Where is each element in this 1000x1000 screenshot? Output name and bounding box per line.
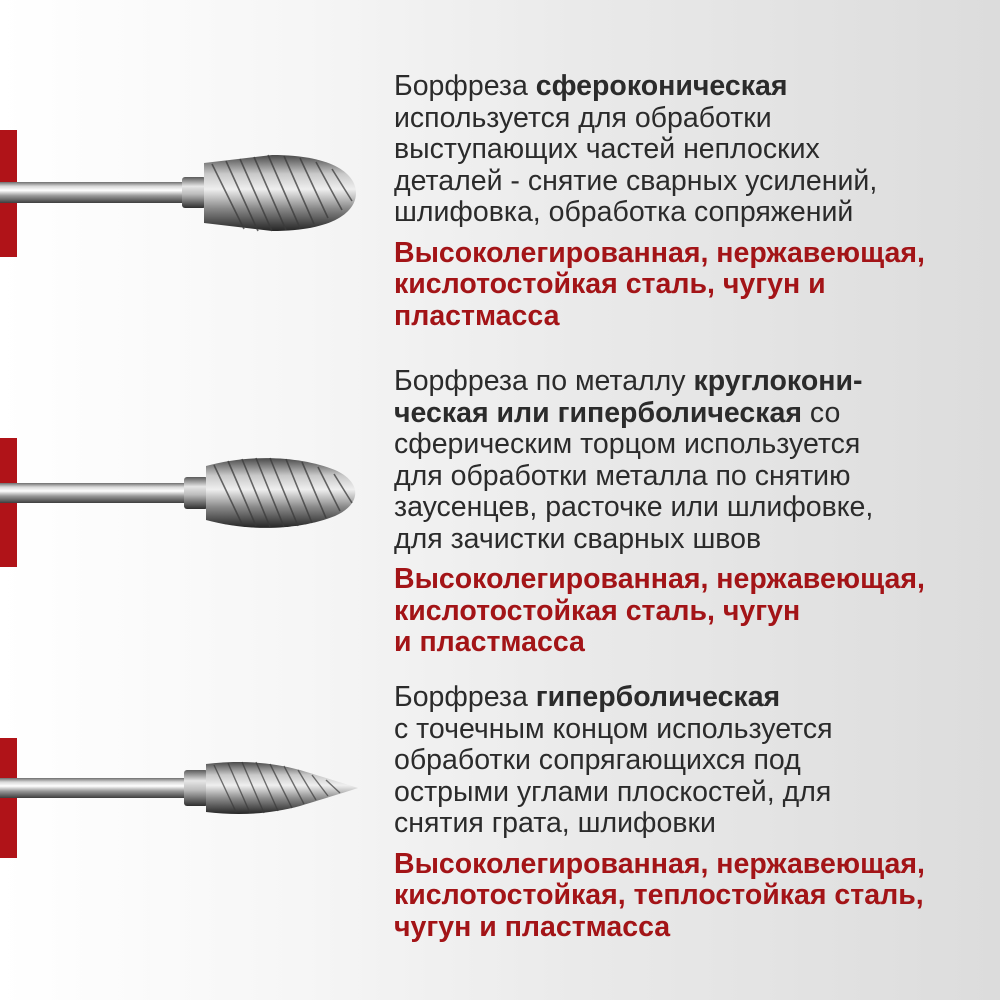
text-line: острыми углами плоскостей, для	[394, 775, 832, 808]
materials-text	[394, 238, 974, 333]
description-text	[394, 71, 974, 229]
text-line: для зачистки сварных швов	[394, 522, 762, 555]
text-line: выступающих частей неплоских	[394, 133, 820, 165]
text-line: обработки сопрягающихся под	[394, 744, 801, 776]
burr-image-3	[0, 724, 380, 844]
materials-line: Высоколегированная, нержавеющая,	[394, 563, 925, 595]
materials-line: Высоколегированная, нержавеющая,	[394, 236, 925, 269]
description-text	[394, 366, 974, 555]
text-line: сферическим торцом используется	[394, 428, 861, 460]
text-line: Борфреза гиперболическая	[394, 681, 781, 713]
description-block-2	[394, 366, 974, 659]
text-line: заусенцев, расточке или шлифовке,	[394, 491, 874, 523]
materials-text	[394, 849, 974, 944]
description-text	[394, 682, 974, 840]
text-line: с точечным концом используется	[394, 712, 833, 745]
text-line: Борфреза сфероконическая	[394, 70, 788, 102]
text-line: ческая или гиперболическая со	[394, 396, 841, 429]
materials-line: кислотостойкая, теплостойкая сталь,	[394, 879, 924, 911]
description-block-3	[394, 682, 974, 943]
text-line: для обработки металла по снятию	[394, 459, 851, 492]
text-line: деталей - снятие сварных усилений,	[394, 164, 878, 197]
materials-text	[394, 564, 974, 659]
materials-line: кислотостойкая сталь, чугун и	[394, 268, 826, 300]
burr-image-2	[0, 432, 380, 552]
materials-line: кислотостойкая сталь, чугун	[394, 594, 801, 627]
text-line: шлифовка, обработка сопряжений	[394, 196, 854, 228]
text-line: Борфреза по металлу круглокони-	[394, 365, 863, 397]
materials-line: пластмасса	[394, 299, 560, 332]
text-line: используется для обработки	[394, 101, 772, 134]
materials-line: Высоколегированная, нержавеющая,	[394, 847, 925, 880]
materials-line: чугун и пластмасса	[394, 910, 671, 943]
burr-image-1	[0, 133, 380, 253]
materials-line: и пластмасса	[394, 626, 585, 658]
description-block-1	[394, 71, 974, 332]
text-line: снятия грата, шлифовки	[394, 807, 716, 839]
